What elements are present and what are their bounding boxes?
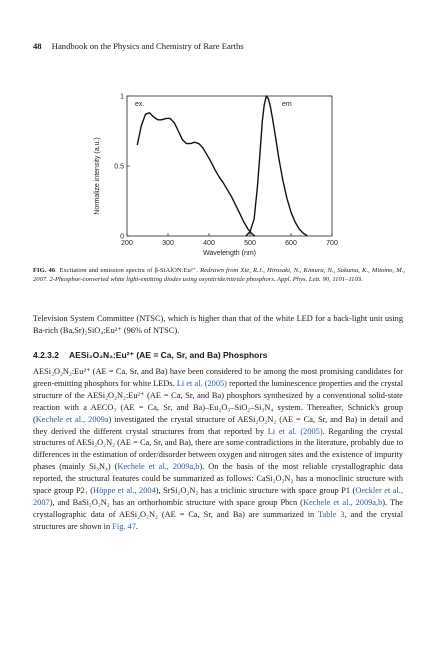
paragraph-aesi2o2n2 <box>33 366 403 533</box>
paragraph-text: ). The crystallographic data of AESi₂O₂N₂ (AE = Ca, Sr, and Ba) are summarized in <box>33 497 404 519</box>
paragraph-text: ), SrSi₂O₂N₂ has a triclinic structure with space group P1 ( <box>155 486 356 496</box>
y-tick-label: 0 <box>120 233 124 241</box>
citation-link[interactable]: Oeckler et al., 2007 <box>33 486 403 507</box>
series-line-0 <box>137 113 255 236</box>
x-axis-label: Wavelength (nm) <box>202 250 257 257</box>
page-number: 48 <box>33 41 42 51</box>
caption-text: Excitation and emission spectra of β-SiAlON:Eu²⁺. <box>59 267 198 274</box>
caption-source: Redrawn from Xie, R.J., Hirosaki, N., Kimura, N., Sakuma, K., Mitomo, M., 2007. 2-Phosphor-converted white light-emitting diodes using oxynitride/nitride phosphors. Appl. Phys. Lett. 90, 1101–1103. <box>33 267 406 283</box>
plot-frame <box>127 96 332 236</box>
paragraph-text: reported the luminescence properties and the crystal structure of the AESi₂O₂N₂:Eu²⁺ (AE = Ca, Sr, and Ba) phosphors synthesized by a conventional solid-state reaction with a AECO₃ (AE = Ca, Sr, and Ba)–Eu₂O₃–SiO₂–Si₃N₄ system. Thereafter, Schnick's group ( <box>33 378 404 424</box>
series-line-1 <box>246 96 308 236</box>
paragraph-text: ) investigated the crystal structure of AESi₂O₂N₂ (AE = Ca, Sr, and Ba) in detail and they derived the different crystal structures from that reported by <box>33 414 404 436</box>
citation-link[interactable]: Kechele et al., 2009a,b <box>302 497 383 507</box>
citation-link[interactable]: Li et al. (2005) <box>267 426 323 436</box>
figure-46 <box>84 84 369 279</box>
citation-link[interactable]: Höppe et al., 2004 <box>93 486 156 496</box>
x-tick-label: 700 <box>326 240 338 247</box>
y-tick-label: 1 <box>120 93 124 101</box>
paragraph-text: , and the crystal structures are shown in <box>33 509 404 531</box>
spectra-chart <box>84 84 369 279</box>
series-label: ex. <box>135 101 145 108</box>
y-tick-label: 0.5 <box>114 163 124 171</box>
paragraph-text: . <box>135 521 138 531</box>
paragraph-text: ). On the basis of the most reliable crystallographic data reported, the structural features could be summarized as follows: CaSi₂O₂N₂ has a monoclinic structure with space group P2₁ ( <box>33 462 403 496</box>
x-tick-label: 600 <box>285 240 297 247</box>
paragraph-ntsc: Television System Committee (NTSC), which is higher than that of the white LED for a back-light unit using Ba-rich (Ba,Sr)₂SiO₄:Eu²⁺ (96% of NTSC). <box>33 314 403 335</box>
x-tick-label: 200 <box>121 240 133 247</box>
series-label: em <box>282 101 292 108</box>
paragraph-text: AESi₂O₂N₂:Eu²⁺ (AE = Ca, Sr, and Ba) have been considered to be among the most promising candidates for green-emitting phosphors for white LEDs. <box>33 367 403 388</box>
x-tick-label: 400 <box>203 240 215 247</box>
citation-link[interactable]: Fig. 47 <box>112 521 136 531</box>
citation-link[interactable]: Li et al. (2005) <box>176 378 227 388</box>
caption-label: FIG. 46 <box>33 267 56 274</box>
citation-link[interactable]: Kechele et al., 2009a,b <box>117 462 200 472</box>
section-title: AESi₂O₂N₂:Eu²⁺ (AE = Ca, Sr, and Ba) Phosphors <box>69 350 268 360</box>
y-axis-label: Normalize intensity (a.u.) <box>94 137 101 215</box>
x-tick-label: 300 <box>162 240 174 247</box>
running-title: Handbook on the Physics and Chemistry of Rare Earths <box>51 41 244 51</box>
figure-caption <box>33 266 405 284</box>
citation-link[interactable]: Table 3 <box>318 509 345 519</box>
section-number: 4.2.3.2 <box>33 350 59 360</box>
page-header <box>33 41 244 51</box>
section-heading <box>33 350 267 361</box>
paragraph-text: ), and BaSi₂O₂N₂ has an orthorhombic structure with space group Pbcn ( <box>49 497 303 507</box>
citation-link[interactable]: Kechele et al., 2009a <box>35 414 109 424</box>
x-tick-label: 500 <box>244 240 256 247</box>
paragraph-text: . Regarding the crystal structures of AESi₂O₂N₂ (AE = Ca, Sr, and Ba), there are some contradictions in the literature, probably due to differences in the estimation of order/disorder between oxygen and nitrogen sites and the existence of impurity phases (mainly Si₃N₄) ( <box>33 426 404 472</box>
